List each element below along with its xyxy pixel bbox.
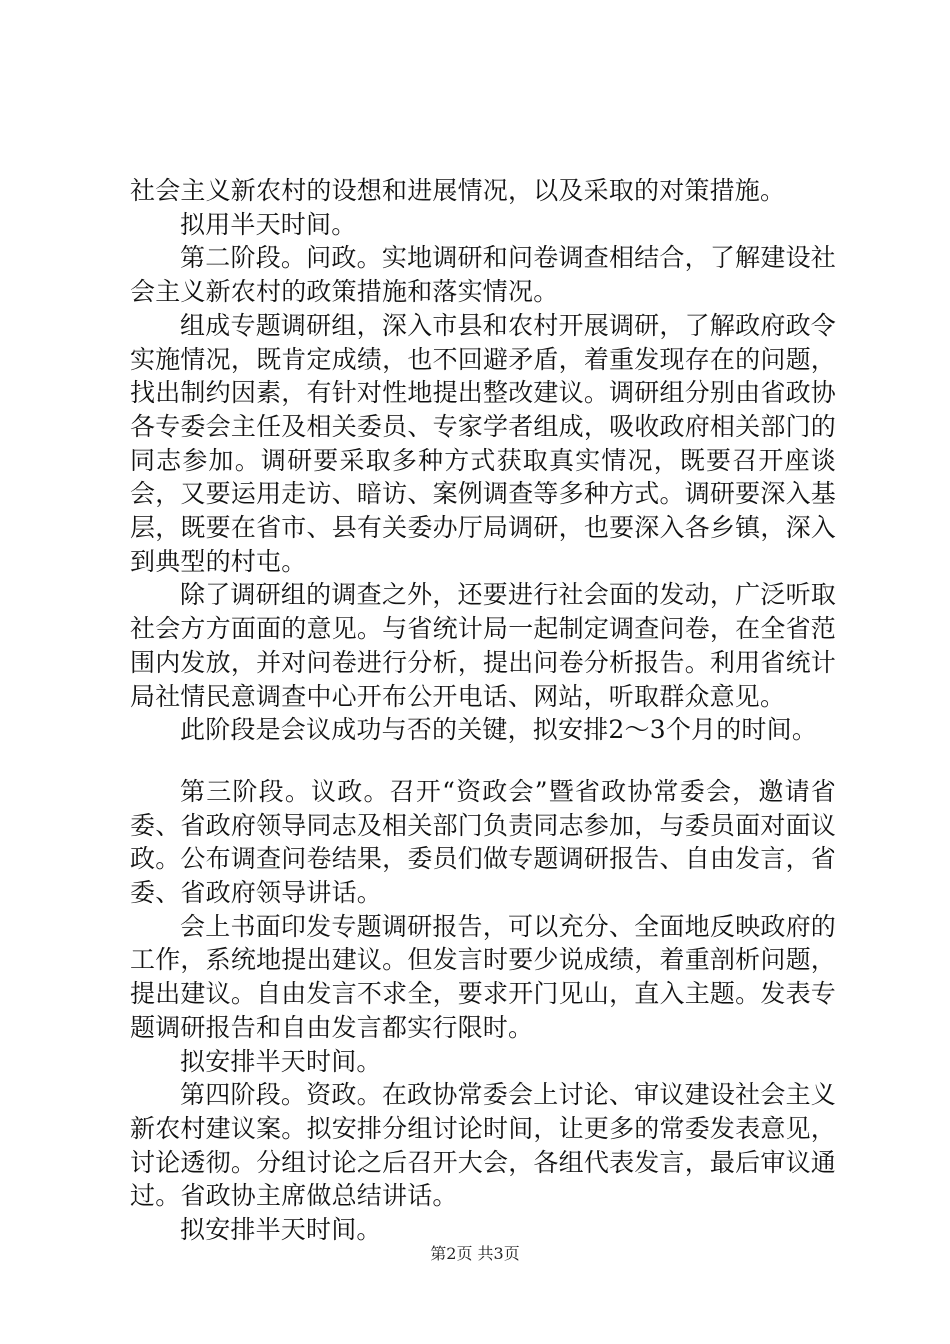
paragraph-time-3: 拟安排半天时间。 [180, 1215, 382, 1245]
paragraph-social-survey: 除了调研组的调查之外，还要进行社会面的发动，广泛听取社会方方面面的意见。与省统计局一起制定调查问卷，在全省范围内发放，并对问卷进行分析，提出问卷分析报告。利用省统计局社情民意调查中心开布公开电话、网站，听取群众意见。 [130, 580, 836, 711]
paragraph-spacer [130, 747, 836, 775]
page-footer [0, 1244, 950, 1264]
page-number: 第2页 共3页 [430, 1244, 520, 1263]
paragraph-stage-three: 第三阶段。议政。召开“资政会”暨省政协常委会，邀请省委、省政府领导同志及相关部门负责同志参加，与委员面对面议政。公布调查问卷结果，委员们做专题调研报告、自由发言，省委、省政府领导讲话。 [130, 776, 836, 908]
paragraph-time-1: 拟用半天时间。 [180, 209, 357, 239]
paragraph-stage-two: 第二阶段。问政。实地调研和问卷调查相结合，了解建设社会主义新农村的政策措施和落实情况。 [130, 243, 836, 307]
paragraph-research-group: 组成专题调研组，深入市县和农村开展调研，了解政府政令实施情况，既肯定成绩，也不回避矛盾，着重发现存在的问题，找出制约因素，有针对性地提出整改建议。调研组分别由省政协各专委会主任及相关委员、专家学者组成，吸收政府相关部门的同志参加。调研要采取多种方式获取真实情况，既要召开座谈会，又要运用走访、暗访、案例调查等多种方式。调研要深入基层，既要在省市、县有关委办厅局调研，也要深入各乡镇，深入到典型的村屯。 [130, 310, 836, 576]
paragraph-stage-four: 第四阶段。资政。在政协常委会上讨论、审议建设社会主义新农村建议案。拟安排分组讨论时间，让更多的常委发表意见，讨论透彻。分组讨论之后召开大会，各组代表发言，最后审议通过。省政协主席做总结讲话。 [130, 1080, 836, 1211]
document-body [130, 174, 836, 1247]
paragraph-time-2: 拟安排半天时间。 [180, 1046, 382, 1076]
paragraph-continuation: 社会主义新农村的设想和进展情况，以及采取的对策措施。 [130, 176, 786, 205]
paragraph-meeting-report: 会上书面印发专题调研报告，可以充分、全面地反映政府的工作，系统地提出建议。但发言时要少说成绩，着重剖析问题，提出建议。自由发言不求全，要求开门见山，直入主题。发表专题调研报告和自由发言都实行限时。 [130, 911, 836, 1042]
paragraph-stage-key: 此阶段是会议成功与否的关键，拟安排2～3个月的时间。 [180, 715, 818, 745]
